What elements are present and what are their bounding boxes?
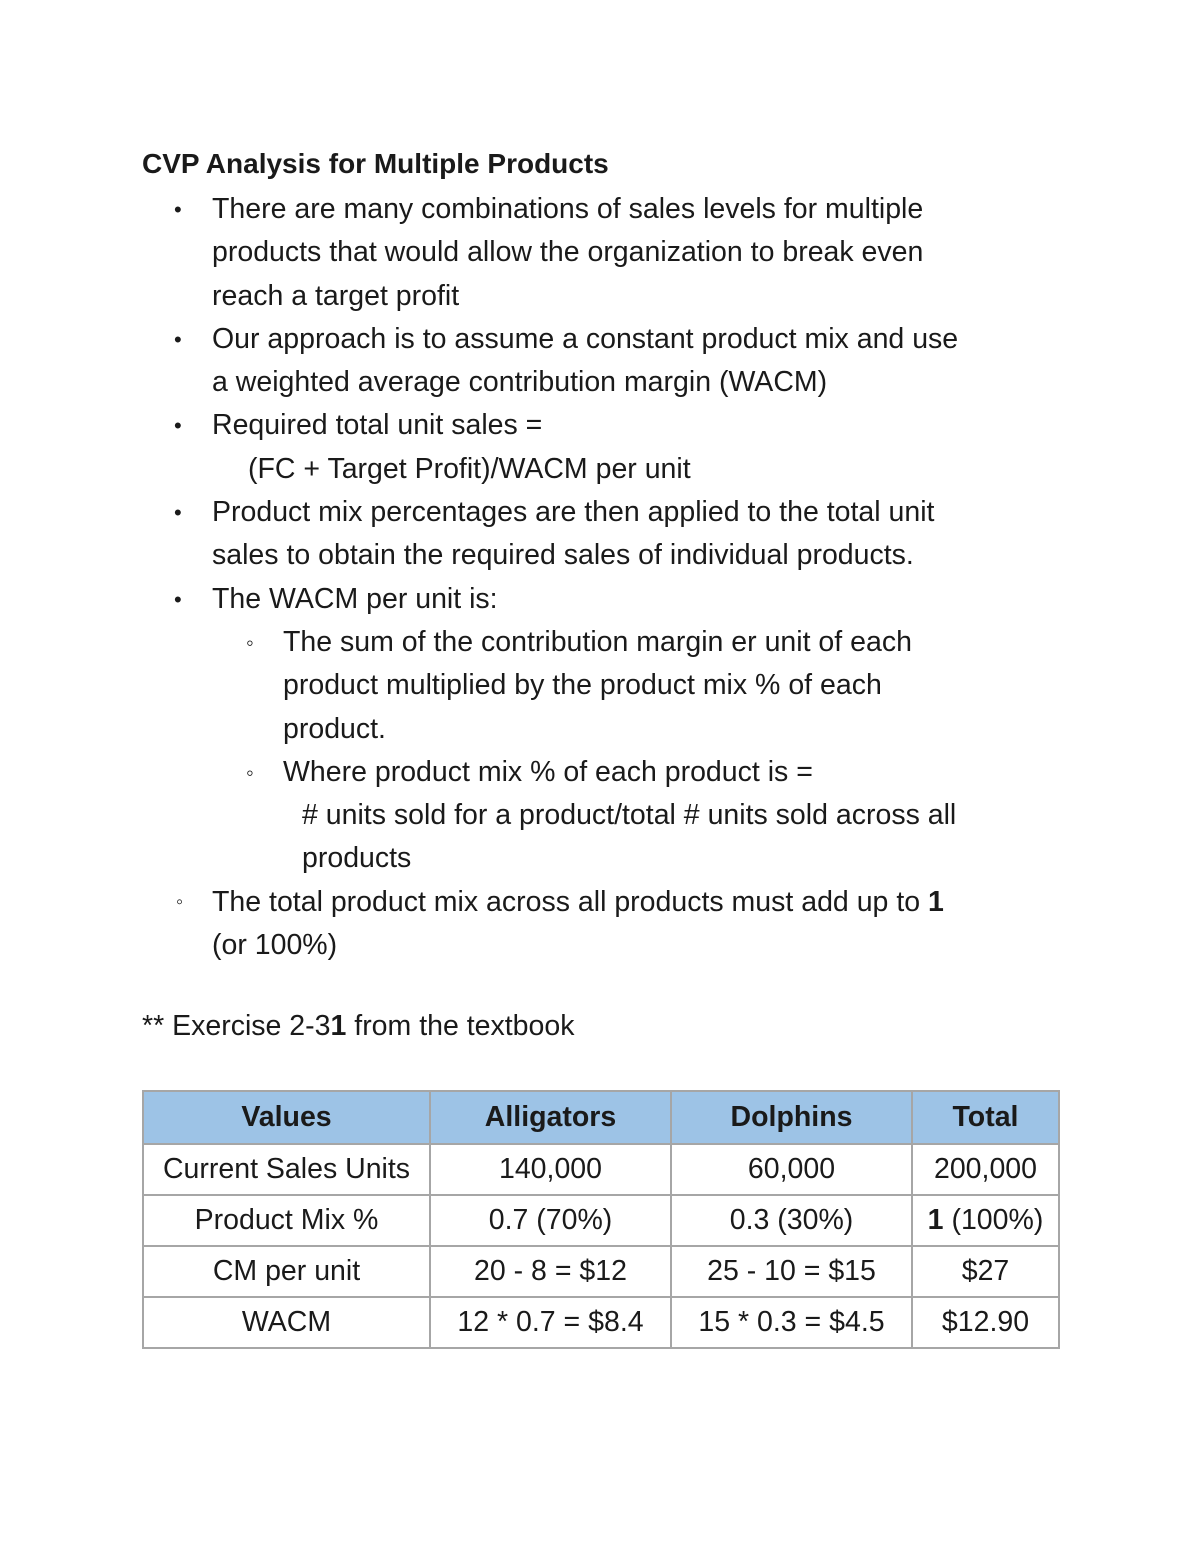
page-title: CVP Analysis for Multiple Products: [142, 148, 609, 179]
table-cell: 20 - 8 = $12: [430, 1246, 671, 1297]
bullet-dot-icon: •: [174, 197, 182, 222]
list-item-continuation: reach a target profit: [212, 279, 460, 312]
list-item-continuation: a weighted average contribution margin (WACM): [212, 366, 828, 399]
header-cell: Values: [143, 1091, 430, 1144]
table-cell: $12.90: [912, 1297, 1059, 1348]
bullet-dot-icon: •: [174, 413, 182, 439]
table-row: [143, 1144, 1059, 1195]
table-row: [143, 1195, 1059, 1246]
bullet-dot-icon: •: [174, 326, 182, 352]
list-item: • Product mix percentages are then applied to the total unit: [140, 491, 1080, 534]
bullet-circle-icon: ◦: [246, 629, 254, 655]
list-item-continuation: products that would allow the organization to break even: [212, 236, 924, 269]
table-row: [143, 1297, 1059, 1348]
formula-line: products: [302, 842, 412, 875]
sub-list-item: ◦ Where product mix % of each product is =: [140, 751, 1080, 794]
bullet-dot-icon: •: [174, 586, 182, 612]
table-header-row: [143, 1091, 1059, 1144]
table-cell: 1 (100%): [912, 1195, 1059, 1246]
cvp-table: [142, 1090, 1060, 1349]
table-cell: CM per unit: [143, 1246, 430, 1297]
table-cell: 15 * 0.3 = $4.5: [671, 1297, 912, 1348]
list-item: • Our approach is to assume a constant product mix and use: [140, 318, 1080, 361]
table-cell: 12 * 0.7 = $8.4: [430, 1297, 671, 1348]
sub-list-item: ◦ The sum of the contribution margin er unit of each: [140, 621, 1080, 664]
bullet-dot-icon: •: [174, 500, 182, 526]
table-cell: 0.3 (30%): [671, 1195, 912, 1246]
table-cell: 25 - 10 = $15: [671, 1246, 912, 1297]
table-row: [143, 1246, 1059, 1297]
bullet-circle-icon: ◦: [246, 759, 254, 785]
bullet-circle-icon: ◦: [176, 890, 184, 913]
notes-list: [140, 188, 1080, 967]
list-item: ◦ The total product mix across all products must add up to 1: [140, 881, 1080, 924]
table-cell: $27: [912, 1246, 1059, 1297]
exercise-reference: ** Exercise 2-31 from the textbook: [142, 1010, 575, 1042]
header-cell: Total: [912, 1091, 1059, 1144]
header-cell: Dolphins: [671, 1091, 912, 1144]
table-cell: Product Mix %: [143, 1195, 430, 1246]
table-cell: WACM: [143, 1297, 430, 1348]
table-cell: 0.7 (70%): [430, 1195, 671, 1246]
formula-line: # units sold for a product/total # units sold across all: [302, 799, 957, 832]
table-cell: 200,000: [912, 1144, 1059, 1195]
list-item: • There are many combinations of sales levels for multiple: [140, 188, 1080, 231]
list-item-continuation: sales to obtain the required sales of individual products.: [212, 539, 914, 572]
table-cell: 140,000: [430, 1144, 671, 1195]
sub-list-item-continuation: product.: [283, 712, 386, 745]
table-cell: Current Sales Units: [143, 1144, 430, 1195]
table-cell: 60,000: [671, 1144, 912, 1195]
list-item: • The WACM per unit is:: [140, 578, 1080, 621]
list-item-continuation: (or 100%): [212, 929, 338, 962]
header-cell: Alligators: [430, 1091, 671, 1144]
formula-line: (FC + Target Profit)/WACM per unit: [248, 452, 691, 485]
sub-list-item-continuation: product multiplied by the product mix % of each: [283, 669, 882, 702]
list-item: • Required total unit sales =: [140, 404, 1080, 447]
